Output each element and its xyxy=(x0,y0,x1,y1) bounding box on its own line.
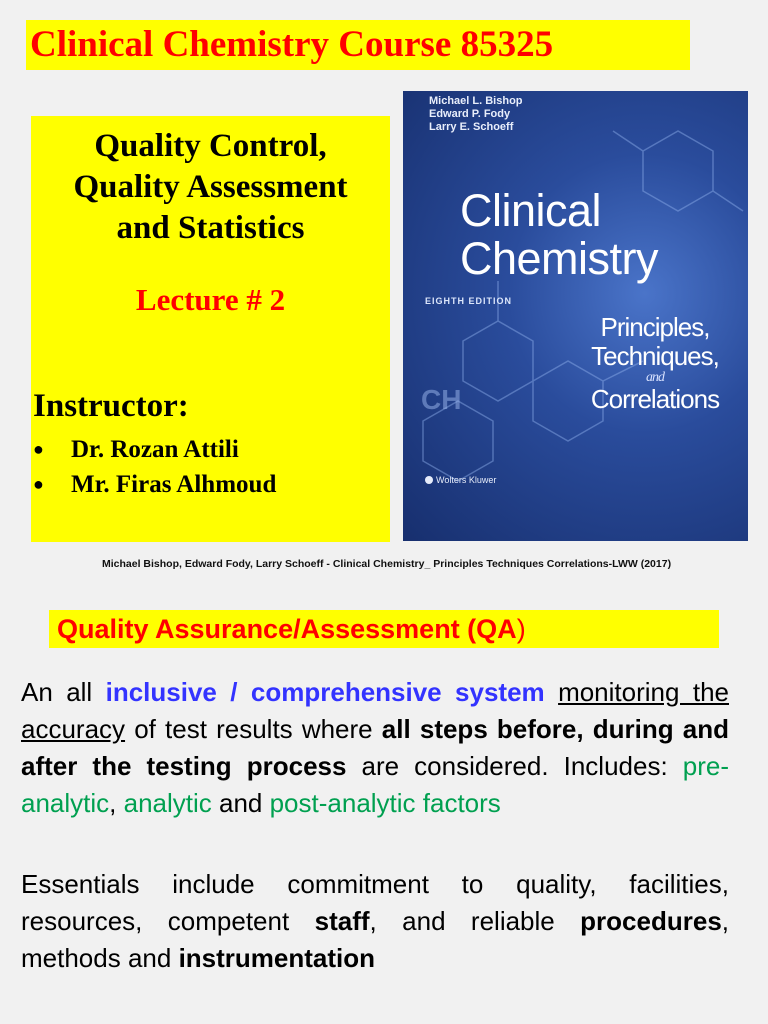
chemical-formula-decoration: CH xyxy=(421,384,462,415)
book-author: Edward P. Fody xyxy=(429,108,511,120)
course-title: Clinical Chemistry Course 85325 xyxy=(30,24,554,65)
qa-essentials-paragraph xyxy=(21,866,729,977)
underlined-text: accuracy xyxy=(21,714,126,744)
book-title xyxy=(460,187,658,283)
text-span: , methods and xyxy=(21,906,730,973)
bullet-icon: ● xyxy=(33,474,44,494)
qa-heading-banner xyxy=(49,610,719,648)
lecture-number: Lecture # 2 xyxy=(135,282,286,317)
instructor-item xyxy=(31,432,276,467)
instructor-name: Mr. Firas Alhmoud xyxy=(71,471,277,498)
course-title-banner xyxy=(26,20,690,70)
instructor-item xyxy=(31,467,276,502)
textbook-cover-image xyxy=(403,91,748,541)
book-edition: EIGHTH EDITION xyxy=(425,296,513,306)
text-span: An all xyxy=(21,677,106,707)
book-authors xyxy=(429,95,523,134)
book-subtitle-line: Principles, xyxy=(600,312,710,342)
qa-heading: Quality Assurance/Assessment (QA xyxy=(57,614,517,644)
text-span: , xyxy=(109,788,124,818)
lecture-topic-line: Quality Control, xyxy=(94,128,327,164)
text-span: Essentials include commitment to quality, facilities, resources, competent xyxy=(21,869,729,936)
book-title-line: Chemistry xyxy=(460,233,659,284)
emphasis-green-text: pre-analytic xyxy=(21,751,729,818)
book-subtitle-line: Correlations xyxy=(590,384,720,414)
lecture-topic xyxy=(31,126,390,249)
emphasis-green-text: post-analytic factors xyxy=(269,788,501,818)
qa-heading-close: ) xyxy=(516,614,526,644)
book-subtitle-line: Techniques, xyxy=(591,341,719,371)
qa-definition-paragraph xyxy=(21,674,729,822)
lecture-topic-line: Quality Assessment xyxy=(73,169,348,205)
underlined-text: monitoring the xyxy=(558,677,729,707)
bold-text: procedures xyxy=(580,906,722,936)
book-citation: Michael Bishop, Edward Fody, Larry Schoeff - Clinical Chemistry_ Principles Techniques Correlations-LWW (2017) xyxy=(102,558,672,570)
book-publisher xyxy=(425,475,496,485)
text-span xyxy=(545,677,558,707)
bullet-icon: ● xyxy=(33,439,44,459)
book-title-line: Clinical xyxy=(460,185,602,236)
text-span: , and reliable xyxy=(369,906,581,936)
instructor-name: Dr. Rozan Attili xyxy=(71,436,239,463)
emphasis-blue-text: inclusive / comprehensive system xyxy=(105,677,545,707)
instructor-list xyxy=(31,432,276,502)
emphasis-green-text: analytic xyxy=(123,788,212,818)
book-subtitle-and: and xyxy=(646,370,664,385)
publisher-logo-icon xyxy=(425,476,433,484)
bold-text: staff xyxy=(314,906,370,936)
text-span: and xyxy=(211,788,270,818)
lecture-info-box xyxy=(31,116,390,542)
lecture-topic-line: and Statistics xyxy=(116,210,305,246)
bold-text: instrumentation xyxy=(178,943,376,973)
publisher-name: Wolters Kluwer xyxy=(436,475,497,485)
bold-text: all steps before, during and after the testing process xyxy=(21,714,730,781)
text-span: are considered. Includes: xyxy=(346,751,683,781)
instructor-heading: Instructor: xyxy=(33,388,189,424)
book-author: Michael L. Bishop xyxy=(429,95,523,107)
text-span: of test results where xyxy=(125,714,382,744)
book-author: Larry E. Schoeff xyxy=(429,121,514,133)
book-subtitle xyxy=(565,313,745,414)
